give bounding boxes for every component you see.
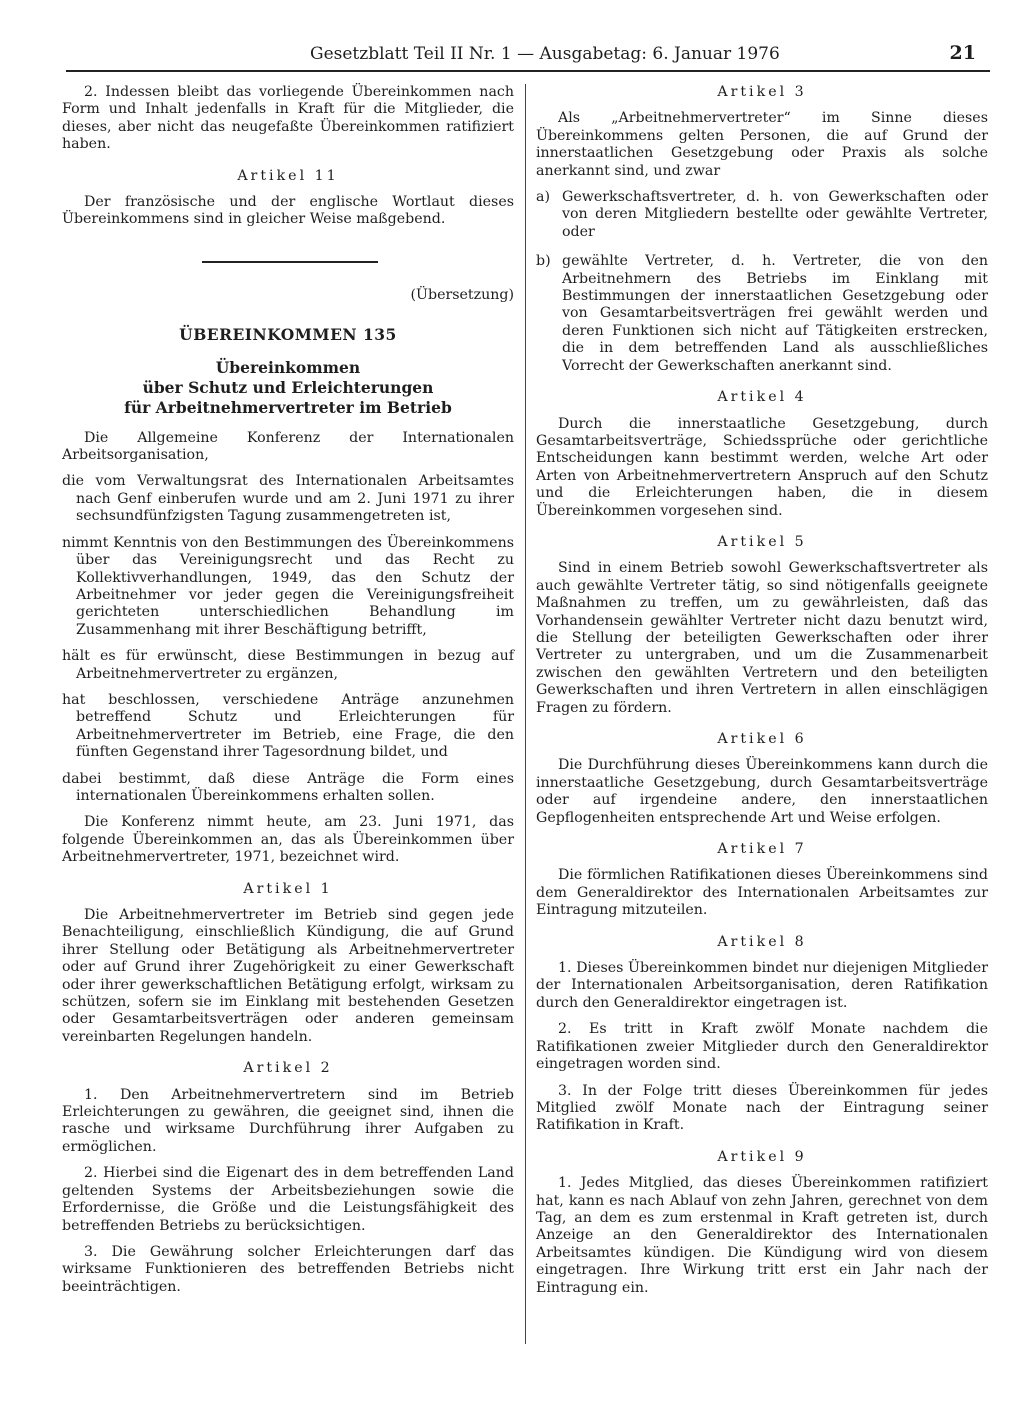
article-4-heading: Artikel 4 (717, 389, 807, 406)
convention-number: ÜBEREINKOMMEN 135 (179, 325, 397, 345)
page-title: Gesetzblatt Teil II Nr. 1 — Ausgabetag: 6. Januar 1976 (310, 44, 780, 64)
convention-title-line: Übereinkommen (215, 357, 361, 377)
page-header (66, 38, 990, 72)
article-7-text: Die förmlichen Ratifikationen dieses Übereinkommens sind dem Generaldirektor des Internationalen Arbeitsamtes zur Eintragung mitzuteilen. (536, 867, 988, 919)
article-7-heading: Artikel 7 (717, 841, 807, 858)
preamble-paragraph: dabei bestimmt, daß diese Anträge die Form eines internationalen Übereinkommens erhalten sollen. (62, 770, 514, 804)
article-3-item (536, 189, 988, 241)
preamble-paragraph: hat beschlossen, verschiedene Anträge anzunehmen betreffend Schutz und Erleichterungen für Arbeitnehmervertreter im Betrieb, eine Frage, die den fünften Gegenstand ihrer Tagesordnung bildet, und (62, 691, 514, 761)
preamble-paragraph: Die Konferenz nimmt heute, am 23. Juni 1971, das folgende Übereinkommen an, das als Übereinkommen über Arbeitnehmervertreter, 1971, bezeichnet wird. (62, 814, 514, 866)
intro-paragraph: 2. Indessen bleibt das vorliegende Übereinkommen nach Form und Inhalt jedenfalls in Kraft für die Mitglieder, die dieses, aber nicht das neugefaßte Übereinkommen ratifiziert haben. (62, 84, 514, 153)
item-label: b) (536, 253, 551, 270)
article-4-text: Durch die innerstaatliche Gesetzgebung, durch Gesamtarbeitsverträge, Schiedssprüche oder gerichtliche Entscheidungen kann bestimmt werden, welche Art oder Arten von Arbeitnehmervertretern Anspruch auf den Schutz und die Erleichterungen haben, die in diesem Übereinkommen vorgesehen sind. (536, 415, 988, 519)
article-3-intro: Als „Arbeitnehmervertreter“ im Sinne dieses Übereinkommens gelten Personen, die auf Grund der innerstaatlichen Gesetzgebung oder Praxis als solche anerkannt sind, und zwar (536, 110, 988, 179)
article-6-heading: Artikel 6 (717, 731, 807, 747)
article-2-paragraph: 1. Den Arbeitnehmervertretern sind im Betrieb Erleichterungen zu gewähren, die geeignet sind, ihnen die rasche und wirksame Durchführung ihrer Aufgaben zu ermöglichen. (62, 1086, 514, 1155)
article-2-heading: Artikel 2 (243, 1060, 333, 1077)
item-text: Gewerkschaftsvertreter, d. h. von Gewerkschaften oder von deren Mitgliedern bestellte oder gewählte Vertreter, oder (562, 189, 988, 240)
page-number: 21 (949, 42, 976, 64)
article-6-text: Die Durchführung dieses Übereinkommens kann durch die innerstaatliche Gesetzgebung, durch Gesamtarbeitsverträge oder auf irgendeine andere, den innerstaatlichen Gepflogenheiten entsprechende Art und Weise erfolgen. (536, 757, 988, 826)
article-9-heading: Artikel 9 (717, 1148, 807, 1165)
article-1-text: Die Arbeitnehmervertreter im Betrieb sind gegen jede Benachteiligung, einschließlich Kündigung, die auf Grund ihrer Stellung oder Betätigung als Arbeitnehmervertreter oder auf Grund ihrer Zugehörigkeit zu einer Gewerkschaft oder ihrer gewerkschaftlichen Betätigung erfolgt, wirksam zu schützen, sofern sie im Einklang mit bestehenden Gesetzen oder Gesamtarbeitsverträgen oder anderen gemeinsam vereinbarten Regelungen handeln. (62, 907, 514, 1045)
article-1-heading: Artikel 1 (243, 880, 333, 897)
article-3-heading: Artikel 3 (717, 84, 807, 100)
convention-title-line: für Arbeitnehmervertreter im Betrieb (124, 397, 452, 417)
article-3-item (536, 253, 988, 375)
article-2-paragraph: 2. Hierbei sind die Eigenart des in dem betreffenden Land geltenden Systems der Arbeitsbeziehungen sowie die Erfordernisse, die Größe und die Leistungsfähigkeit des betreffenden Betriebs zu berücksichtigen. (62, 1165, 514, 1234)
preamble-paragraph: nimmt Kenntnis von den Bestimmungen des Übereinkommens über das Vereinigungsrecht und das Recht zu Kollektivverhandlungen, 1949, das den Schutz der Arbeitnehmer vor jeder gegen die Vereinigungsfreiheit gerichteten unterschiedlichen Behandlung im Zusammenhang mit ihrer Beschäftigung betrifft, (62, 534, 514, 638)
convention-title (62, 358, 514, 418)
item-text: gewählte Vertreter, d. h. Vertreter, die von den Arbeitnehmern des Betriebs im Einklang mit Bestimmungen der innerstaatlichen Gesetzgebung oder von Gesamtarbeitsverträgen frei gewählt werden und deren Funktionen sich nicht auf Tätigkeiten erstrecken, die in dem betreffenden Land als ausschließliches Vorrecht der Gewerkschaften anerkannt sind. (562, 253, 988, 374)
article-5-text: Sind in einem Betrieb sowohl Gewerkschaftsvertreter als auch gewählte Vertreter tätig, so sind nötigenfalls geeignete Maßnahmen zu treffen, um zu gewährleisten, daß das Vorhandensein gewählter Vertreter nicht dazu benutzt wird, die Stellung der beteiligten Gewerkschaften oder ihrer Vertreter zu untergraben, und um die Zusammenarbeit zwischen den gewählten Vertretern und den beteiligten Gewerkschaften und ihren Vertretern in allen einschlägigen Fragen zu fördern. (536, 560, 988, 716)
article-9-text: 1. Jedes Mitglied, das dieses Übereinkommen ratifiziert hat, kann es nach Ablauf von zehn Jahren, gerechnet von dem Tag, an dem es zum erstenmal in Kraft getreten ist, durch Anzeige an den Generaldirektor des Internationalen Arbeitsamtes kündigen. Die Kündigung wird von diesem eingetragen. Ihre Wirkung tritt erst ein Jahr nach der Eintragung ein. (536, 1175, 988, 1296)
translation-note: (Übersetzung) (410, 286, 514, 303)
article-11-heading: Artikel 11 (237, 167, 339, 184)
column-divider (525, 84, 526, 1344)
item-label: a) (536, 189, 550, 206)
article-8-paragraph: 3. In der Folge tritt dieses Übereinkommen für jedes Mitglied zwölf Monate nach der Eintragung seiner Ratifikation in Kraft. (536, 1082, 988, 1134)
preamble-paragraph: Die Allgemeine Konferenz der Internationalen Arbeitsorganisation, (62, 429, 514, 464)
section-rule (202, 261, 378, 263)
preamble-paragraph: hält es für erwünscht, diese Bestimmungen in bezug auf Arbeitnehmervertreter zu ergänzen, (62, 648, 514, 682)
article-5-heading: Artikel 5 (717, 533, 807, 550)
preamble-paragraph: die vom Verwaltungsrat des Internationalen Arbeitsamtes nach Genf einberufen wurde und am 2. Juni 1971 zu ihrer sechsundfünfzigsten Tagung zusammengetreten ist, (62, 473, 514, 525)
article-2-paragraph: 3. Die Gewährung solcher Erleichterungen darf das wirksame Funktionieren des betreffenden Betriebs nicht beeinträchtigen. (62, 1243, 514, 1295)
article-8-paragraph: 2. Es tritt in Kraft zwölf Monate nachdem die Ratifikationen zweier Mitglieder durch den Generaldirektor eingetragen worden sind. (536, 1021, 988, 1073)
article-11-text: Der französische und der englische Wortlaut dieses Übereinkommens sind in gleicher Weise maßgebend. (62, 194, 514, 228)
convention-title-line: über Schutz und Erleichterungen (142, 377, 434, 397)
article-8-heading: Artikel 8 (717, 933, 807, 950)
left-column (62, 84, 514, 1384)
article-8-paragraph: 1. Dieses Übereinkommen bindet nur diejenigen Mitglieder der Internationalen Arbeitsorganisation, deren Ratifikation durch den Generaldirektor eingetragen ist. (536, 960, 988, 1011)
right-column (536, 84, 988, 1384)
